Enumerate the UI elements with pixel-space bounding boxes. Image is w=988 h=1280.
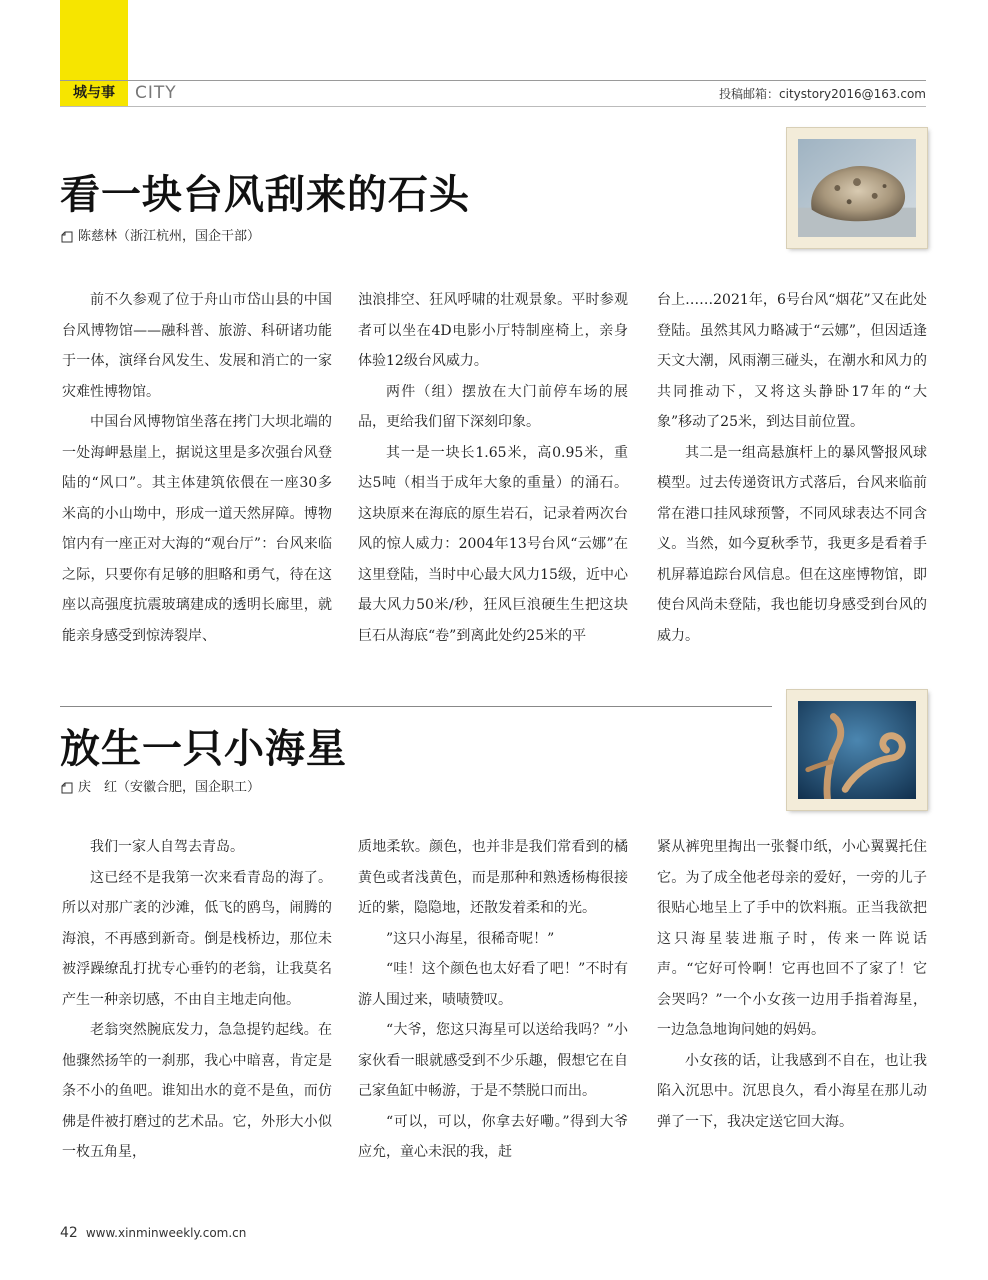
header-rule [60,80,926,81]
section-tag: 城与事 [60,81,128,106]
article-title: 放生一只小海星 [60,725,347,772]
author-name: 陈慈林（浙江杭州，国企干部） [78,229,261,244]
article-title: 看一块台风刮来的石头 [60,171,470,218]
paragraph: 两件（组）摆放在大门前停车场的展品，更给我们留下深刻印象。 [358,383,628,430]
website-link[interactable]: www.xinminweekly.com.cn [85,1226,247,1240]
paragraph: 其一是一块长1.65米，高0.95米，重达5吨（相当于成年大象的重量）的涌石。这块原来在海底的原生岩石，记录着两次台风的惊人威力：2004年13号台风“云娜”在这里登陆，当时中心最大风力15级，近中心最大风力50米/秒，狂风巨浪硬生生把这块巨石从海底“卷”到离此处约25米的平 [358,444,628,644]
article-column [358,832,628,1168]
paragraph: 小女孩的话，让我感到不自在，也让我陷入沉思中。沉思良久，看小海星在那儿动弹了一下，我决定送它回大海。 [657,1052,927,1130]
article-divider [60,706,772,707]
author-name: 庆 红（安徽合肥，国企职工） [78,780,261,795]
stamp-image-stone [787,128,927,248]
article-column [657,832,927,1137]
article-column [657,285,927,651]
starfish-photo-icon [798,701,916,799]
byline-pen-icon [60,230,74,244]
header-underline [60,106,926,107]
paragraph: 这已经不是我第一次来看青岛的海了。所以对那广袤的沙滩，低飞的鸥鸟，闹腾的海浪，不再感到新奇。倒是栈桥边，那位未被浮躁缭乱打扰专心垂钓的老翁，让我莫名产生一种亲切感，不由自主地走向他。 [62,869,332,1008]
page-number: 42 [60,1225,78,1241]
paragraph: ”这只小海星，很稀奇呢！” [386,930,555,947]
paragraph: 其二是一组高悬旗杆上的暴风警报风球模型。过去传递资讯方式落后，台风来临前常在港口挂风球预警，不同风球表达不同含义。当然，如今夏秋季节，我更多是看着手机屏幕追踪台风信息。但在这座博物馆，即使台风尚未登陆，我也能切身感受到台风的威力。 [657,444,927,644]
article-column [358,285,628,651]
article-column [62,285,332,651]
paragraph: 我们一家人自驾去青岛。 [90,839,244,855]
header-accent-block [60,0,128,80]
byline-pen-icon [60,781,74,795]
article-column [62,832,332,1168]
section-label-en: CITY [135,83,177,103]
paragraph: 老翁突然腕底发力，急急提钓起线。在他骤然扬竿的一刹那，我心中暗喜，肯定是条不小的鱼吧。谁知出水的竟不是鱼，而仿佛是件被打磨过的艺术品。它，外形大小似一枚五角星， [62,1022,332,1160]
article-byline [60,779,260,797]
paragraph: “可以，可以，你拿去好嘞。”得到大爷应允，童心未泯的我，赶 [358,1113,628,1160]
paragraph: 紧从裤兜里掏出一张餐巾纸，小心翼翼托住它。为了成全他老母亲的爱好，一旁的儿子很贴心地呈上了手中的饮料瓶。正当我欲把这只海星装进瓶子时，传来一阵说话声。“它好可怜啊！它再也回不了家了！它会哭吗？”一个小女孩一边用手指着海星，一边急急地询问她的妈妈。 [657,839,927,1038]
submission-email: 投稿邮箱：citystory2016@163.com [719,87,926,101]
paragraph: 质地柔软。颜色，也并非是我们常看到的橘黄色或者浅黄色，而是那种和熟透杨梅很接近的紫，隐隐地，还散发着柔和的光。 [358,839,628,916]
stone-photo-icon [798,139,916,237]
paragraph: 前不久参观了位于舟山市岱山县的中国台风博物馆——融科普、旅游、科研诸功能于一体，演绎台风发生、发展和消亡的一家灾难性博物馆。 [62,292,332,400]
stamp-image-starfish [787,690,927,810]
paragraph: 台上……2021年，6号台风“烟花”又在此处登陆。虽然其风力略减于“云娜”，但因适逢天文大潮，风雨潮三碰头，在潮水和风力的共同推动下，又将这头静卧17年的“大象”移动了25米，到达目前位置。 [657,292,927,430]
paragraph: 浊浪排空、狂风呼啸的壮观景象。平时参观者可以坐在4D电影小厅特制座椅上，亲身体验12级台风威力。 [358,292,628,369]
paragraph: “大爷，您这只海星可以送给我吗？”小家伙看一眼就感受到不少乐趣，假想它在自己家鱼缸中畅游，于是不禁脱口而出。 [358,1022,628,1099]
paragraph: 中国台风博物馆坐落在拷门大坝北端的一处海岬悬崖上，据说这里是多次强台风登陆的“风口”。其主体建筑依偎在一座30多米高的小山坳中，形成一道天然屏障。博物馆内有一座正对大海的“观台厅”：台风来临之际，只要你有足够的胆略和勇气，待在这座以高强度抗震玻璃建成的透明长廊里，就能亲身感受到惊涛裂岸、 [62,414,332,644]
page-footer [60,1225,246,1241]
paragraph: “哇！这个颜色也太好看了吧！”不时有游人围过来，啧啧赞叹。 [358,961,628,1008]
article-byline [60,228,260,246]
